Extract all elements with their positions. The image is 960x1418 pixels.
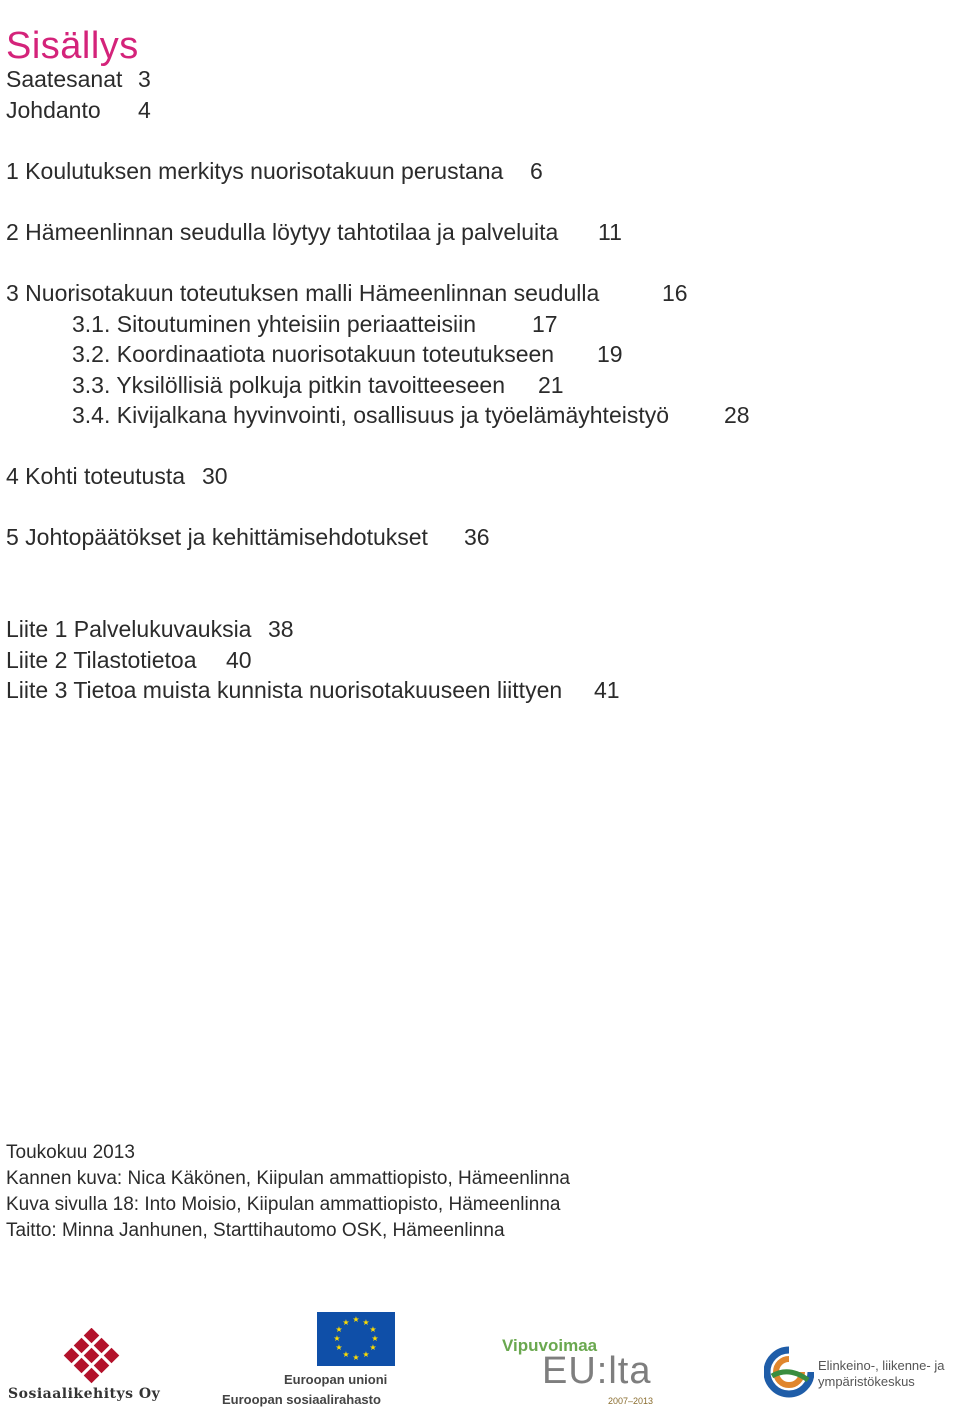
toc-entry [6,158,543,185]
toc-entry-label: Liite 3 Tietoa muista kunnista nuorisotakuuseen liittyen [6,677,563,703]
svg-text:★: ★ [371,1334,379,1343]
ely-logo-line1: Elinkeino-, liikenne- ja [818,1358,945,1373]
toc-entry-page: 3 [138,66,151,92]
page-title: Sisällys [6,25,139,68]
svg-text:★: ★ [342,1350,350,1359]
svg-text:★: ★ [369,1343,377,1352]
ely-logo [764,1346,956,1402]
toc-entry-page: 11 [598,219,622,245]
vipuvoimaa-logo-years: 2007–2013 [608,1396,654,1406]
svg-text:★: ★ [362,1318,370,1327]
toc-entry-label: 3.4. Kivijalkana hyvinvointi, osallisuus ja työelämäyhteistyö [72,402,670,428]
ely-emblem-icon [764,1346,814,1398]
toc-entry-label: Liite 1 Palvelukuvauksia [6,616,252,642]
sosiaalikehitys-logo-text: Sosiaalikehitys Oy [8,1386,161,1402]
svg-text:★: ★ [369,1325,377,1334]
toc-entry [6,463,228,490]
toc-entry [6,66,151,93]
toc-entry-label: 5 Johtopäätökset ja kehittämisehdotukset [6,524,428,550]
toc-entry-label: Johdanto [6,97,101,123]
toc-entry [6,616,294,643]
toc-entry-page: 28 [724,402,750,428]
credits [6,1140,570,1244]
toc-entry-page: 38 [268,616,294,642]
layout-credit: Taitto: Minna Janhunen, Starttihautomo OSK, Hämeenlinna [6,1220,505,1241]
svg-text:★: ★ [352,1315,360,1324]
svg-text:★: ★ [362,1350,370,1359]
toc-entry-label: 2 Hämeenlinnan seudulla löytyy tahtotilaa ja palveluita [6,219,559,245]
toc-entry-page: 6 [530,158,543,184]
toc-entry-page: 36 [464,524,490,550]
toc-entry-label: 3.2. Koordinaatiota nuorisotakuun toteutukseen [72,341,555,367]
eu-flag-icon [317,1312,395,1366]
publication-date: Toukokuu 2013 [6,1142,135,1163]
eu-logo-line1: Euroopan unioni [284,1372,388,1387]
toc-entry-page: 17 [532,311,558,337]
vipuvoimaa-logo [502,1336,662,1416]
toc-entry-label: Saatesanat [6,66,123,92]
toc-entry-page: 40 [226,647,252,673]
toc-entry-label: 3.1. Sitoutuminen yhteisiin periaatteisiin [72,311,477,337]
toc-entry-page: 30 [202,463,228,489]
page-photo-credit: Kuva sivulla 18: Into Moisio, Kiipulan ammattiopisto, Hämeenlinna [6,1194,561,1215]
svg-text:★: ★ [335,1325,343,1334]
toc-entry-page: 4 [138,97,151,123]
svg-text:★: ★ [352,1353,360,1362]
sosiaalikehitys-logo [8,1328,163,1408]
toc-entry-label: Liite 2 Tilastotietoa [6,647,197,673]
toc-entry-label: 4 Kohti toteutusta [6,463,186,489]
eu-logo [222,1312,397,1412]
toc-entry [6,677,620,704]
toc-entry-label: 3 Nuorisotakuun toteutuksen malli Hämeenlinnan seudulla [6,280,600,306]
ely-logo-line2: ympäristökeskus [818,1374,915,1389]
svg-text:★: ★ [335,1343,343,1352]
toc-entry-label: 3.3. Yksilöllisiä polkuja pitkin tavoitteeseen [72,372,505,398]
toc-entry-label: 1 Koulutuksen merkitys nuorisotakuun perustana [6,158,504,184]
svg-text:★: ★ [333,1334,341,1343]
toc-entry [6,219,622,246]
toc-entry [72,402,750,429]
toc-entry [72,372,564,399]
toc-entry [6,97,151,124]
toc-entry [6,524,490,551]
toc-entry-page: 19 [597,341,623,367]
toc-entry [6,647,252,674]
svg-text:★: ★ [342,1318,350,1327]
toc-entry [72,311,558,338]
toc-entry [6,280,688,307]
diamond-grid-icon [52,1328,132,1384]
toc-entry-page: 21 [538,372,564,398]
toc-entry [72,341,623,368]
eu-logo-line2: Euroopan sosiaalirahasto [222,1392,381,1407]
vipuvoimaa-logo-main: EU:lta [542,1350,652,1392]
toc-entry-page: 16 [662,280,688,306]
vipuvoimaa-logo-top: Vipuvoimaa [502,1336,598,1355]
toc-entry-page: 41 [594,677,620,703]
cover-photo-credit: Kannen kuva: Nica Käkönen, Kiipulan ammattiopisto, Hämeenlinna [6,1168,570,1189]
